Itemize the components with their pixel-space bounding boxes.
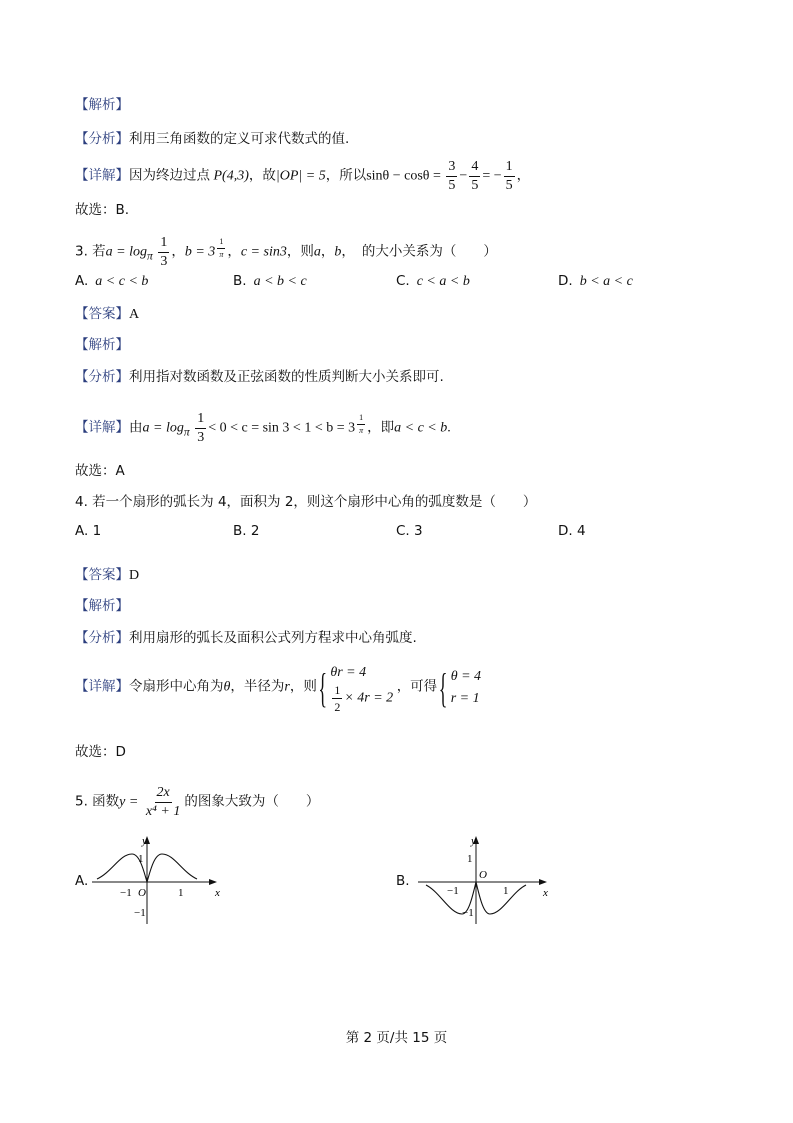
answer-tag: 【答案】 <box>75 567 129 583</box>
xiangjie-tag: 【详解】 <box>75 419 129 436</box>
fraction: $\frac{4}{5}$ <box>471 159 479 193</box>
fenxi-tag: 【分析】 <box>75 131 129 147</box>
punct: . <box>447 420 451 436</box>
fraction: $\frac{2x}{\text{x⁴ + 1}}$ <box>145 785 181 819</box>
svg-text:−1: −1 <box>134 907 146 919</box>
math-y: y = <box>119 794 139 810</box>
q3-option-d: D. b < a < c <box>558 273 633 289</box>
svg-text:x: x <box>215 887 220 899</box>
fenxi-text: 利用扇形的弧长及面积公式列方程求中心角弧度. <box>129 630 417 646</box>
q2-fenxi <box>75 129 349 150</box>
math-var: a <box>313 244 321 260</box>
q4-question: 4. 若一个扇形的弧长为 4，面积为 2，则这个扇形中心角的弧度数是（ ） <box>75 494 537 510</box>
fraction: $\frac{3}{5}$ <box>448 159 456 193</box>
math-sin-cos: sinθ − cosθ = <box>366 168 441 184</box>
q3-option-b: B. a < b < c <box>233 273 307 289</box>
svg-text:1: 1 <box>467 853 473 865</box>
q5-graph-b <box>418 832 553 927</box>
equation-system: { θr = 4 $\frac{1}{2}$ × 4r = 2 <box>320 662 393 713</box>
svg-text:y: y <box>142 835 147 847</box>
math-op: |OP| = 5 <box>275 168 326 184</box>
svg-text:y: y <box>471 835 476 847</box>
svg-text:−1: −1 <box>462 907 474 919</box>
q3-xiangjie <box>75 412 451 445</box>
math-result: a < c < b <box>394 420 448 436</box>
question-text: 3. 若 <box>75 243 106 260</box>
q3-guxuan: 故选：A <box>75 463 125 479</box>
answer-value: A <box>129 307 140 322</box>
q4-option-d: D. 4 <box>558 523 586 539</box>
fenxi-text: 利用三角函数的定义可求代数式的值. <box>129 131 350 147</box>
xiangjie-text: ，故 <box>248 167 276 184</box>
q4-fenxi <box>75 628 417 649</box>
math-exponent: 1 π <box>219 236 224 259</box>
svg-text:−1: −1 <box>447 885 459 897</box>
question-text: 的大小关系为（ ） <box>361 243 497 260</box>
page-footer: 第 2 页/共 15 页 <box>345 1030 448 1046</box>
fenxi-tag: 【分析】 <box>75 630 129 646</box>
question-text: ，则 <box>286 243 314 260</box>
punct: ， <box>320 243 335 260</box>
q4-guxuan: 故选：D <box>75 744 126 760</box>
punct: ， <box>341 243 355 260</box>
question-text: 5. 函数 <box>75 793 120 810</box>
math-point: P(4,3) <box>213 168 249 184</box>
answer-value: D <box>129 568 140 583</box>
xiangjie-text: 由 <box>129 419 143 436</box>
math-log: a = log <box>105 244 148 260</box>
q4-jiexi-tag: 【解析】 <box>75 598 129 614</box>
punct: ， <box>171 243 185 260</box>
punct: ， <box>516 167 531 184</box>
xiangjie-tag: 【详解】 <box>75 167 129 184</box>
q3-fenxi <box>75 367 444 388</box>
fenxi-text: 利用指对数函数及正弦函数的性质判断大小关系即可. <box>129 369 444 385</box>
q2-jiexi-tag: 【解析】 <box>75 97 129 113</box>
fraction: $\frac{1}{3}$ <box>197 411 205 445</box>
q3-answer <box>75 304 139 325</box>
q2-xiangjie <box>75 160 530 193</box>
question-text: 的图象大致为（ ） <box>184 793 320 810</box>
answer-tag: 【答案】 <box>75 306 129 322</box>
svg-text:x: x <box>543 887 548 899</box>
xiangjie-text: ，所以 <box>325 167 367 184</box>
q5-option-b-label: B. <box>396 873 410 889</box>
svg-text:1: 1 <box>178 887 184 899</box>
q3-question <box>75 236 497 269</box>
svg-text:1: 1 <box>138 853 144 865</box>
math-var: θ <box>223 679 231 695</box>
q3-option-c: C. c < a < b <box>396 273 470 289</box>
q4-answer <box>75 565 139 586</box>
q2-guxuan: 故选：B. <box>75 202 130 218</box>
q3-option-a: A. a < c < b <box>75 273 149 289</box>
xiangjie-text: ，即 <box>367 419 395 436</box>
math-op: − <box>459 168 468 184</box>
punct: ， <box>227 243 241 260</box>
math-var: r <box>284 679 290 695</box>
math-var: b <box>334 244 342 260</box>
xiangjie-text: ，则 <box>289 678 317 695</box>
math-op: = − <box>482 168 502 184</box>
svg-text:O: O <box>138 887 146 899</box>
q4-option-c: C. 3 <box>396 523 423 539</box>
xiangjie-text: ，半径为 <box>230 678 285 695</box>
xiangjie-text: 令扇形中心角为 <box>129 678 224 695</box>
fenxi-tag: 【分析】 <box>75 369 129 385</box>
math-b: b = 3 <box>184 244 216 260</box>
q5-option-a-label: A. <box>75 873 89 889</box>
xiangjie-tag: 【详解】 <box>75 678 129 695</box>
xiangjie-text: ，可得 <box>396 678 438 695</box>
q5-question <box>75 786 319 819</box>
q4-xiangjie <box>75 662 481 713</box>
q4-option-a: A. 1 <box>75 523 102 539</box>
fraction: $\frac{1}{3}$ <box>160 235 168 269</box>
svg-text:O: O <box>479 869 487 881</box>
svg-text:−1: −1 <box>120 887 132 899</box>
math-c: c = sin3 <box>240 244 287 260</box>
math-sub: π <box>147 249 153 263</box>
xiangjie-text: 因为终边过点 <box>129 167 210 184</box>
q4-option-b: B. 2 <box>233 523 260 539</box>
q5-graph-a <box>92 832 222 927</box>
math-log: a = log <box>142 420 184 436</box>
math-exponent: 1 π <box>359 412 364 435</box>
q3-jiexi-tag: 【解析】 <box>75 337 129 353</box>
svg-text:1: 1 <box>503 885 509 897</box>
math-chain: < 0 < c = sin 3 < 1 < b = 3 <box>208 420 356 436</box>
equation-system: { θ = 4 r = 1 <box>441 666 481 710</box>
math-sub: π <box>183 425 190 439</box>
fraction: $\frac{1}{5}$ <box>505 159 513 193</box>
